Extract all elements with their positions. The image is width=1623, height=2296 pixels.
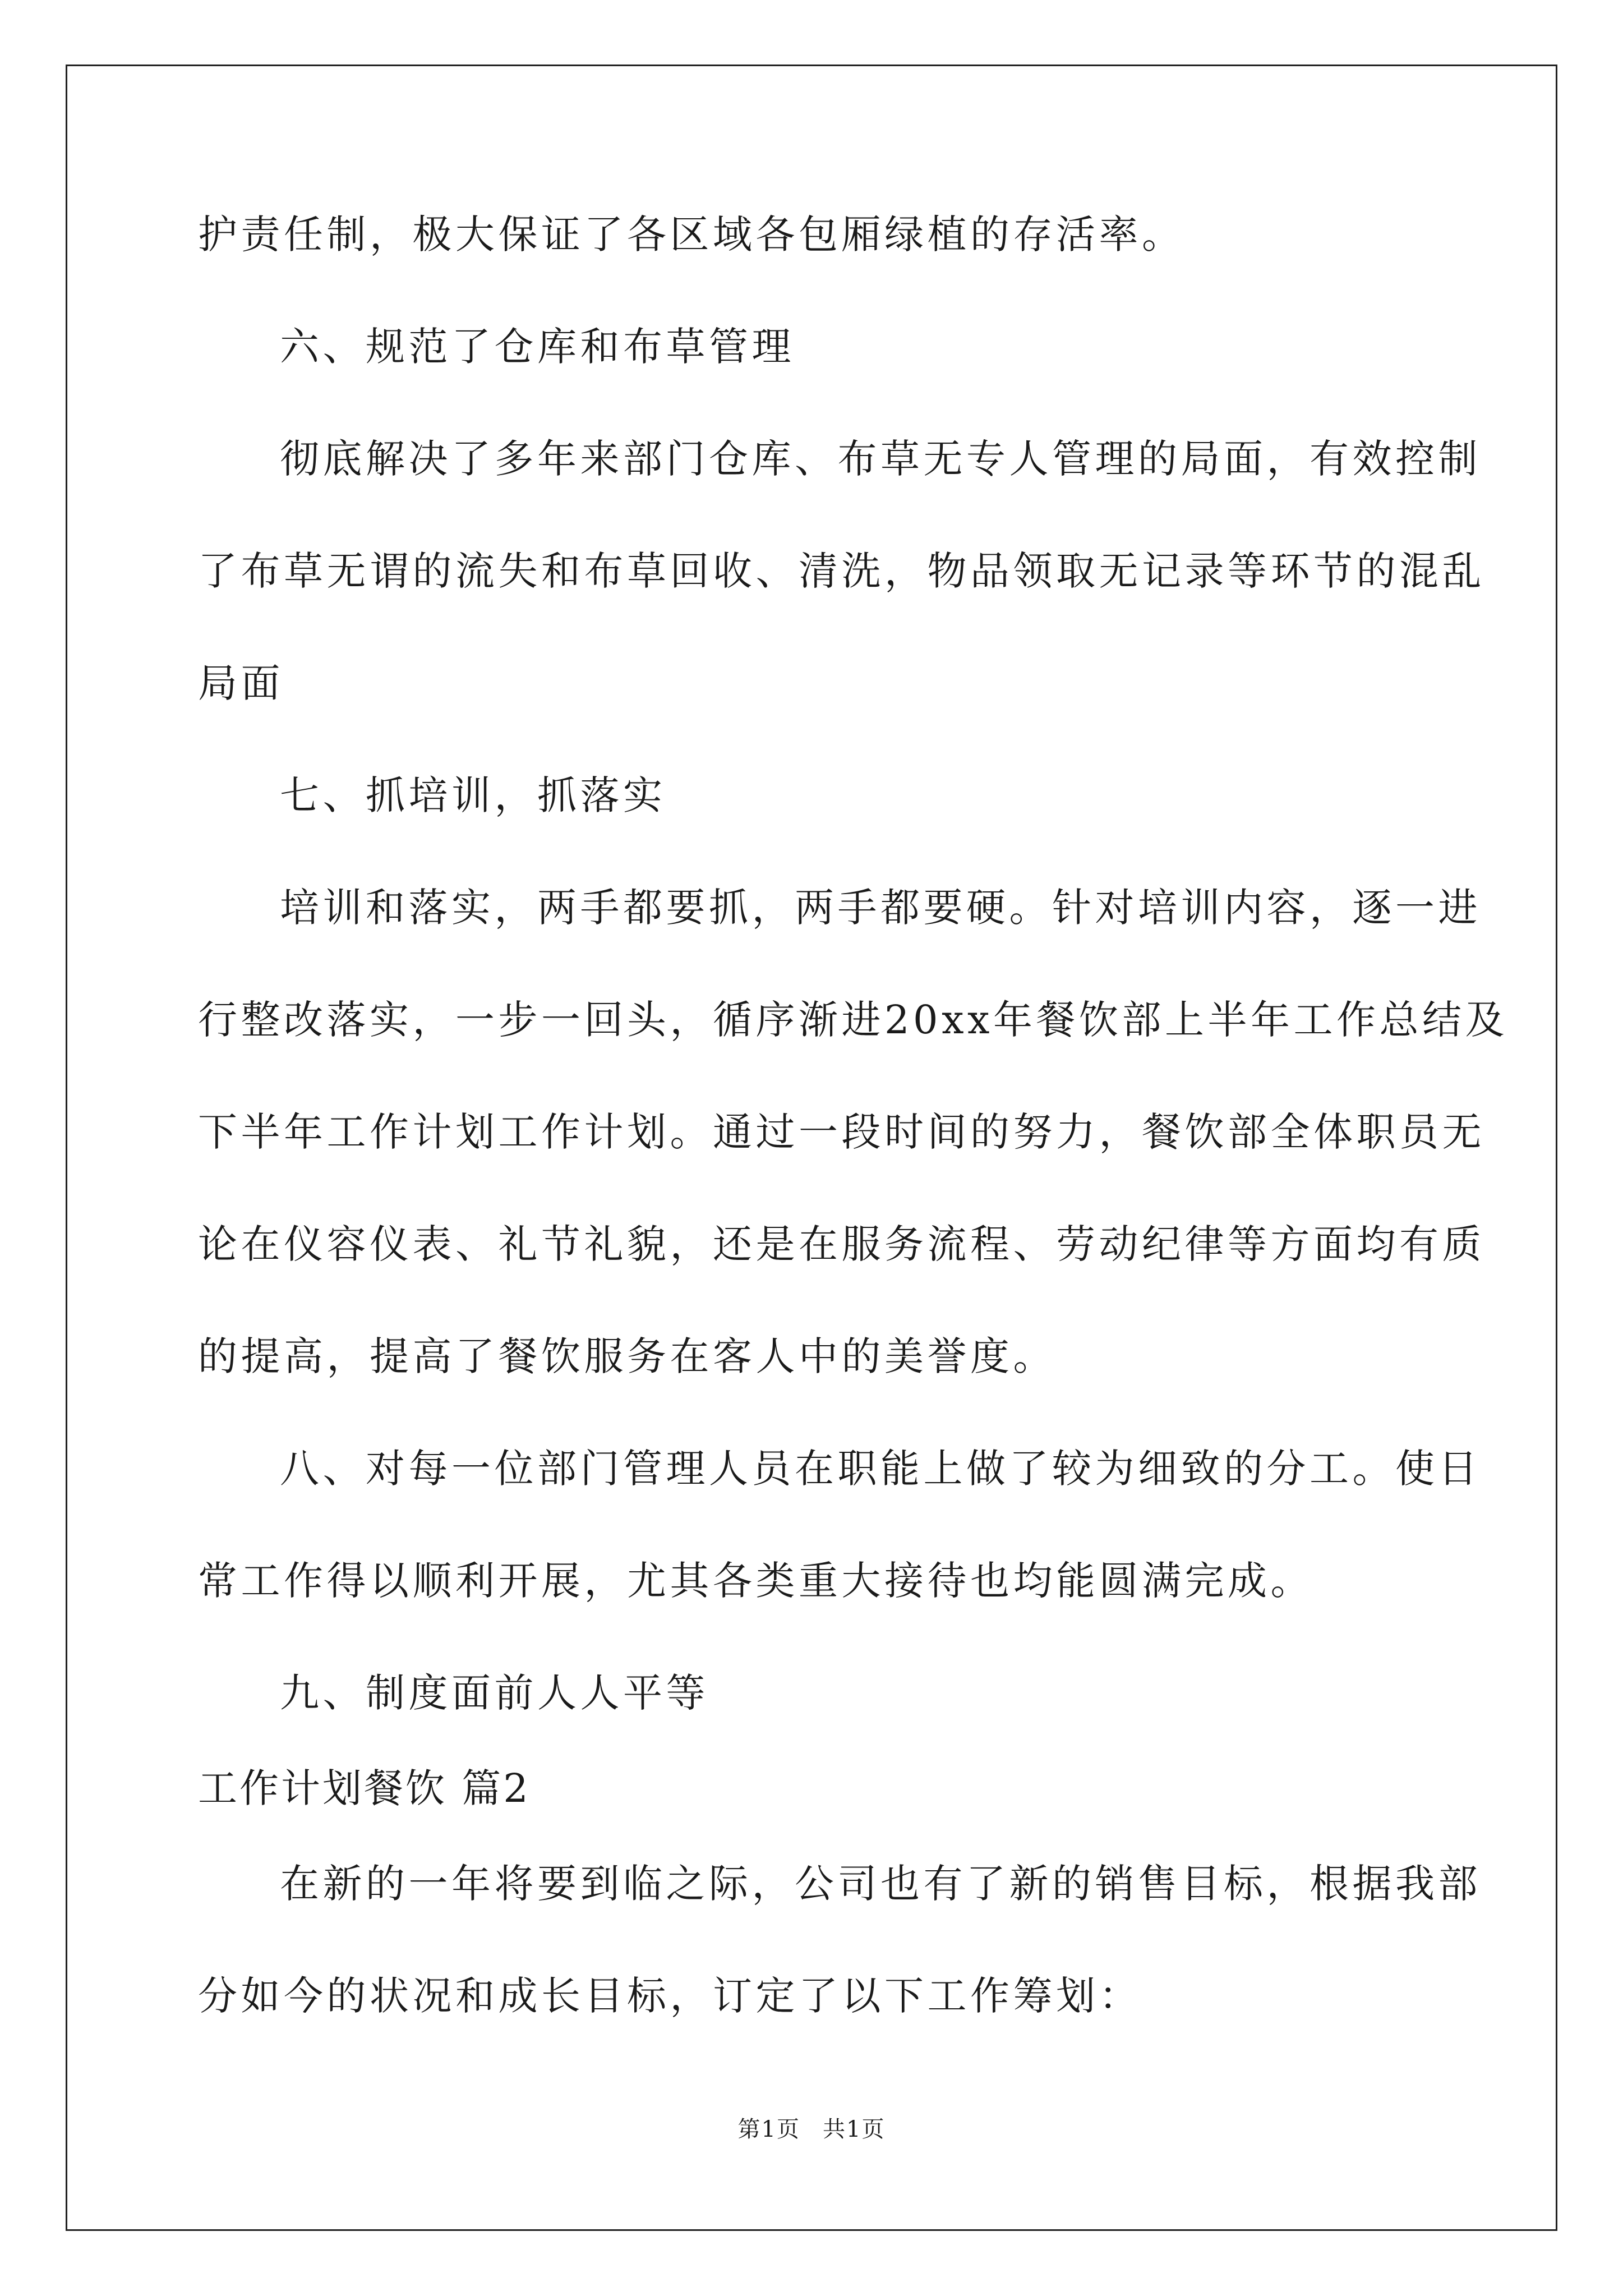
section-heading: 九、制度面前人人平等 (280, 1670, 709, 1716)
page-footer (0, 2114, 1623, 2145)
page-number: 第1页 (737, 2116, 800, 2142)
text-line: 局面 (198, 660, 284, 706)
text-line: 常工作得以顺利开展，尤其各类重大接待也均能圆满完成。 (198, 1558, 1313, 1604)
text-line: 下半年工作计划工作计划。通过一段时间的努力，餐饮部全体职员无 (198, 1109, 1485, 1155)
section-heading: 八、对每一位部门管理人员在职能上做了较为细致的分工。使日 (280, 1446, 1481, 1492)
text-line: 论在仪容仪表、礼节礼貌，还是在服务流程、劳动纪律等方面均有质 (198, 1221, 1485, 1267)
text-line: 在新的一年将要到临之际，公司也有了新的销售目标，根据我部 (280, 1861, 1481, 1907)
text-line: 了布草无谓的流失和布草回收、清洗，物品领取无记录等环节的混乱 (198, 548, 1485, 594)
page-total: 共1页 (823, 2116, 886, 2142)
text-line: 的提高，提高了餐饮服务在客人中的美誉度。 (198, 1333, 1056, 1379)
text-line: 培训和落实，两手都要抓，两手都要硬。针对培训内容，逐一进 (280, 885, 1481, 931)
section-heading: 七、抓培训，抓落实 (280, 772, 666, 818)
text-line: 分如今的状况和成长目标，订定了以下工作筹划： (198, 1973, 1142, 2019)
text-line: 彻底解决了多年来部门仓库、布草无专人管理的局面，有效控制 (280, 436, 1481, 482)
section-heading: 六、规范了仓库和布草管理 (280, 324, 795, 370)
text-line: 护责任制，极大保证了各区域各包厢绿植的存活率。 (198, 211, 1185, 257)
text-line: 行整改落实，一步一回头，循序渐进20xx年餐饮部上半年工作总结及 (198, 997, 1509, 1043)
document-heading: 工作计划餐饮 篇2 (198, 1765, 531, 1811)
